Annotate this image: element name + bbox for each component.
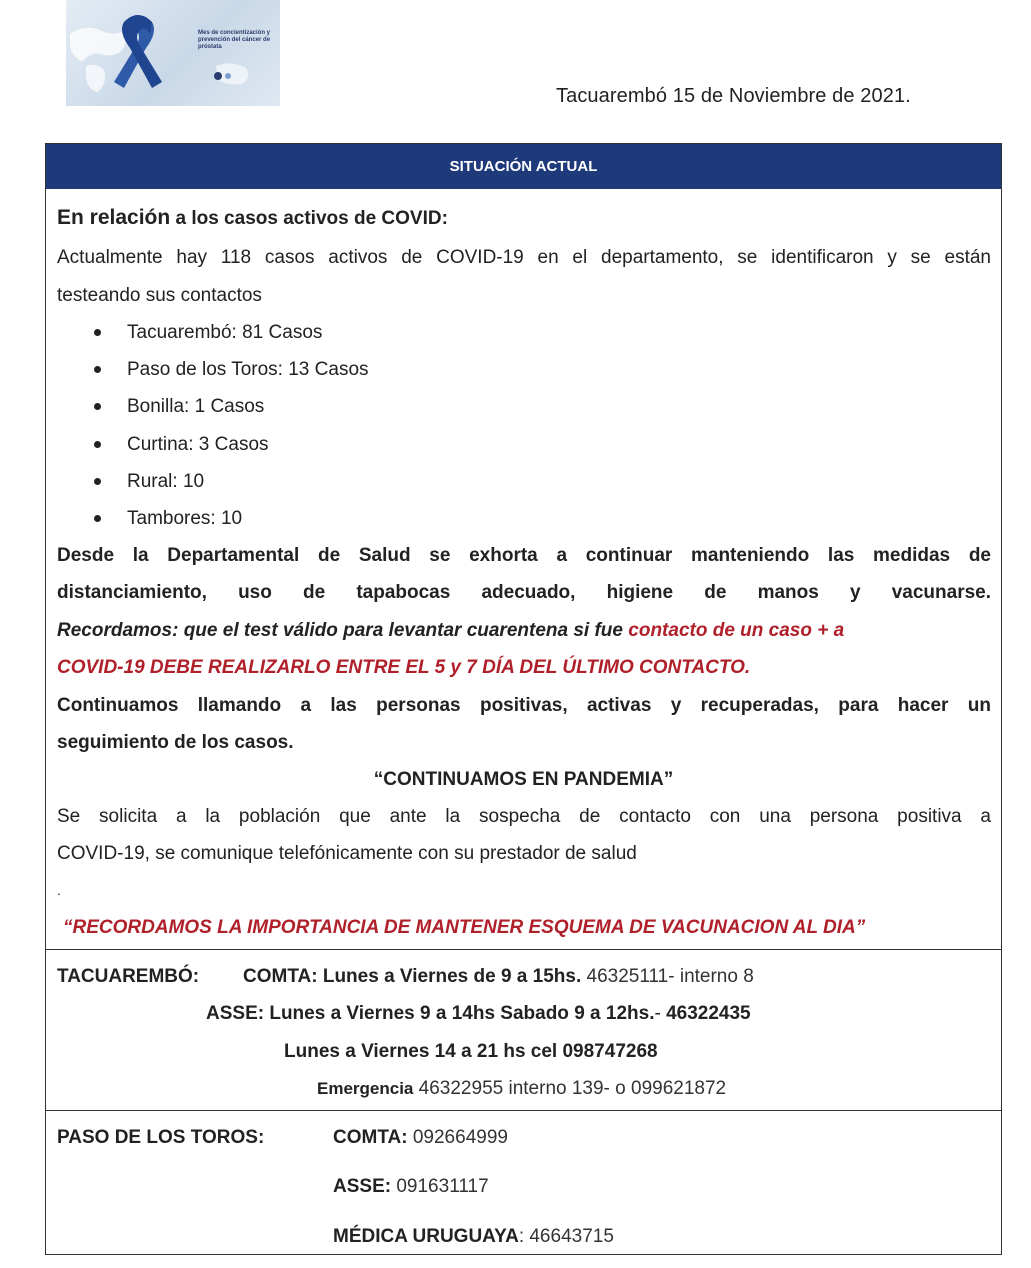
case-text: Tacuarembó: 81 Casos [127, 322, 323, 343]
case-text: Tambores: 10 [127, 508, 243, 529]
comta-paso: COMTA: 092664999 [333, 1127, 508, 1148]
asse-tacuarembo-evening: Lunes a Viernes 14 a 21 hs cel 098747268 [284, 1041, 658, 1062]
current-situation-section [46, 189, 1001, 950]
bullet-icon [94, 478, 101, 485]
tacuarembo-label: TACUAREMBÓ: [57, 966, 200, 987]
bullet-icon [94, 403, 101, 410]
case-text: Rural: 10 [127, 471, 205, 492]
case-text: Curtina: 3 Casos [127, 434, 269, 455]
emergency-line: Emergencia 46322955 interno 139- o 099621872 [317, 1078, 727, 1099]
covid-heading: En relación a los casos activos de COVID: [57, 206, 448, 229]
intro-text-line-2: testeando sus contactos [57, 285, 262, 306]
case-text: Bonilla: 1 Casos [127, 396, 265, 417]
vaccine-reminder: “RECORDAMOS LA IMPORTANCIA DE MANTENER ESQUEMA DE VACUNACION AL DIA” [63, 917, 866, 938]
case-text: Paso de los Toros: 13 Casos [127, 359, 369, 380]
bullet-icon [94, 441, 101, 448]
tacuarembo-contacts [46, 950, 1001, 1111]
medica-uruguaya-paso: MÉDICA URUGUAYA: 46643715 [333, 1226, 614, 1247]
pandemic-notice: “CONTINUAMOS EN PANDEMIA” [373, 769, 674, 790]
request-text-line-2: COVID-19, se comunique telefónicamente con su prestador de salud [57, 843, 637, 864]
exhort-text-line-2: distanciamiento, uso de tapabocas adecuado, higiene de manos y vacunarse. [57, 582, 991, 603]
comta-tacuarembo: COMTA: Lunes a Viernes de 9 a 15hs. 46325111- interno 8 [243, 966, 754, 987]
bullet-icon [94, 329, 101, 336]
paso-label: PASO DE LOS TOROS: [57, 1127, 265, 1148]
reminder-text-line-2: COVID-19 DEBE REALIZARLO ENTRE EL 5 y 7 DÍA DEL ÚLTIMO CONTACTO. [57, 657, 751, 678]
asse-tacuarembo: ASSE: Lunes a Viernes 9 a 14hs Sabado 9 a 12hs.- 46322435 [206, 1003, 751, 1024]
paso-de-los-toros-contacts [46, 1111, 1001, 1254]
asse-paso: ASSE: 091631117 [333, 1176, 489, 1197]
exhort-text-line-1: Desde la Departamental de Salud se exhorta a continuar manteniendo las medidas de [57, 545, 991, 566]
stray-dot: . [57, 882, 61, 898]
intro-text-line-1: Actualmente hay 118 casos activos de COVID-19 en el departamento, se identificaron y se están [57, 247, 991, 268]
section-header [46, 144, 1001, 189]
request-text-line-1: Se solicita a la población que ante la sospecha de contacto con una persona positiva a [57, 806, 991, 827]
campaign-logo [66, 0, 280, 106]
bullet-icon [94, 366, 101, 373]
document-box [45, 143, 1002, 1255]
followup-text-line-2: seguimiento de los casos. [57, 732, 294, 753]
reminder-text-line-1: Recordamos: que el test válido para levantar cuarentena si fue contacto de un caso + a [57, 620, 845, 641]
followup-text-line-1: Continuamos llamando a las personas positivas, activas y recuperadas, para hacer un [57, 695, 991, 716]
bullet-icon [94, 515, 101, 522]
ribbon-icon [66, 0, 280, 106]
section-header-title: SITUACIÓN ACTUAL [449, 158, 598, 175]
logo-caption: Mes de concientización y prevención del cáncer de próstata [198, 30, 271, 50]
document-date: Tacuarembó 15 de Noviembre de 2021. [556, 85, 911, 107]
